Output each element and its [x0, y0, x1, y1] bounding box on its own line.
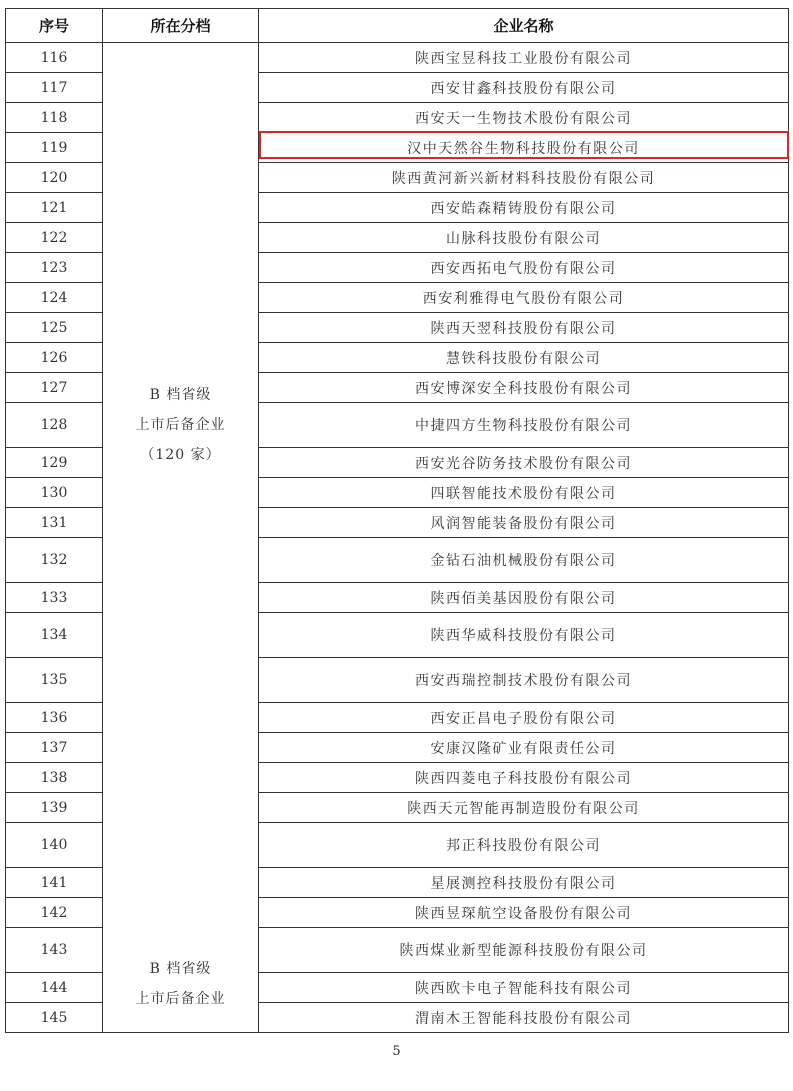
company-name-cell: 西安正昌电子股份有限公司 — [259, 703, 789, 733]
company-name-cell: 西安利雅得电气股份有限公司 — [259, 283, 789, 313]
serial-number-cell: 140 — [6, 823, 103, 868]
serial-number-cell: 132 — [6, 538, 103, 583]
company-name-cell: 陕西佰美基因股份有限公司 — [259, 583, 789, 613]
company-name-cell: 陕西昱琛航空设备股份有限公司 — [259, 898, 789, 928]
company-name-cell: 西安光谷防务技术股份有限公司 — [259, 448, 789, 478]
header-tier: 所在分档 — [103, 9, 259, 43]
table-row — [6, 43, 789, 73]
serial-number-cell: 121 — [6, 193, 103, 223]
company-name-cell: 陕西黄河新兴新材料科技股份有限公司 — [259, 163, 789, 193]
company-name-cell: 汉中天然谷生物科技股份有限公司 — [259, 133, 789, 163]
serial-number-cell: 118 — [6, 103, 103, 133]
serial-number-cell: 129 — [6, 448, 103, 478]
company-name-cell: 陕西华威科技股份有限公司 — [259, 613, 789, 658]
header-company-name: 企业名称 — [259, 9, 789, 43]
company-name-cell: 西安皓森精铸股份有限公司 — [259, 193, 789, 223]
serial-number-cell: 116 — [6, 43, 103, 73]
company-name-cell: 陕西煤业新型能源科技股份有限公司 — [259, 928, 789, 973]
company-name-cell: 陕西欧卡电子智能科技有限公司 — [259, 973, 789, 1003]
serial-number-cell: 130 — [6, 478, 103, 508]
serial-number-cell: 136 — [6, 703, 103, 733]
serial-number-cell: 122 — [6, 223, 103, 253]
company-name-cell: 邦正科技股份有限公司 — [259, 823, 789, 868]
company-name-cell: 陕西宝昱科技工业股份有限公司 — [259, 43, 789, 73]
company-name-cell: 西安西瑞控制技术股份有限公司 — [259, 658, 789, 703]
page-number: 5 — [392, 1044, 401, 1059]
tier-label-continued-line2: 上市后备企业 — [135, 991, 226, 1007]
serial-number-cell: 143 — [6, 928, 103, 973]
serial-number-cell: 133 — [6, 583, 103, 613]
serial-number-cell: 135 — [6, 658, 103, 703]
serial-number-cell: 144 — [6, 973, 103, 1003]
serial-number-cell: 141 — [6, 868, 103, 898]
serial-number-cell: 117 — [6, 73, 103, 103]
tier-label-line2: 上市后备企业 — [135, 417, 226, 433]
company-name-cell: 星展测控科技股份有限公司 — [259, 868, 789, 898]
company-name-cell: 山脉科技股份有限公司 — [259, 223, 789, 253]
company-name-cell: 西安西拓电气股份有限公司 — [259, 253, 789, 283]
serial-number-cell: 124 — [6, 283, 103, 313]
company-name-cell: 西安博深安全科技股份有限公司 — [259, 373, 789, 403]
enterprise-table — [5, 8, 789, 1033]
serial-number-cell: 145 — [6, 1003, 103, 1033]
company-name-cell: 风润智能装备股份有限公司 — [259, 508, 789, 538]
serial-number-cell: 137 — [6, 733, 103, 763]
company-name-cell: 西安天一生物技术股份有限公司 — [259, 103, 789, 133]
tier-label-continued-line1: B 档省级 — [149, 961, 212, 977]
company-name-cell: 慧铁科技股份有限公司 — [259, 343, 789, 373]
serial-number-cell: 123 — [6, 253, 103, 283]
company-name-cell: 四联智能技术股份有限公司 — [259, 478, 789, 508]
serial-number-cell: 139 — [6, 793, 103, 823]
company-name-cell: 西安甘鑫科技股份有限公司 — [259, 73, 789, 103]
serial-number-cell: 138 — [6, 763, 103, 793]
serial-number-cell: 134 — [6, 613, 103, 658]
serial-number-cell: 131 — [6, 508, 103, 538]
tier-label-line1: B 档省级 — [149, 387, 212, 403]
serial-number-cell: 142 — [6, 898, 103, 928]
serial-number-cell: 128 — [6, 403, 103, 448]
tier-cell — [103, 43, 259, 1033]
serial-number-cell: 126 — [6, 343, 103, 373]
company-name-cell: 陕西天元智能再制造股份有限公司 — [259, 793, 789, 823]
company-name-cell: 陕西天翌科技股份有限公司 — [259, 313, 789, 343]
company-name-cell: 金钻石油机械股份有限公司 — [259, 538, 789, 583]
serial-number-cell: 120 — [6, 163, 103, 193]
company-name-cell: 中捷四方生物科技股份有限公司 — [259, 403, 789, 448]
header-serial-number: 序号 — [6, 9, 103, 43]
tier-label-line3: （120 家） — [140, 447, 221, 463]
serial-number-cell: 119 — [6, 133, 103, 163]
company-name-cell: 陕西四菱电子科技股份有限公司 — [259, 763, 789, 793]
table-header-row — [6, 9, 789, 43]
serial-number-cell: 125 — [6, 313, 103, 343]
company-name-cell: 安康汉隆矿业有限责任公司 — [259, 733, 789, 763]
company-name-cell: 渭南木王智能科技股份有限公司 — [259, 1003, 789, 1033]
serial-number-cell: 127 — [6, 373, 103, 403]
